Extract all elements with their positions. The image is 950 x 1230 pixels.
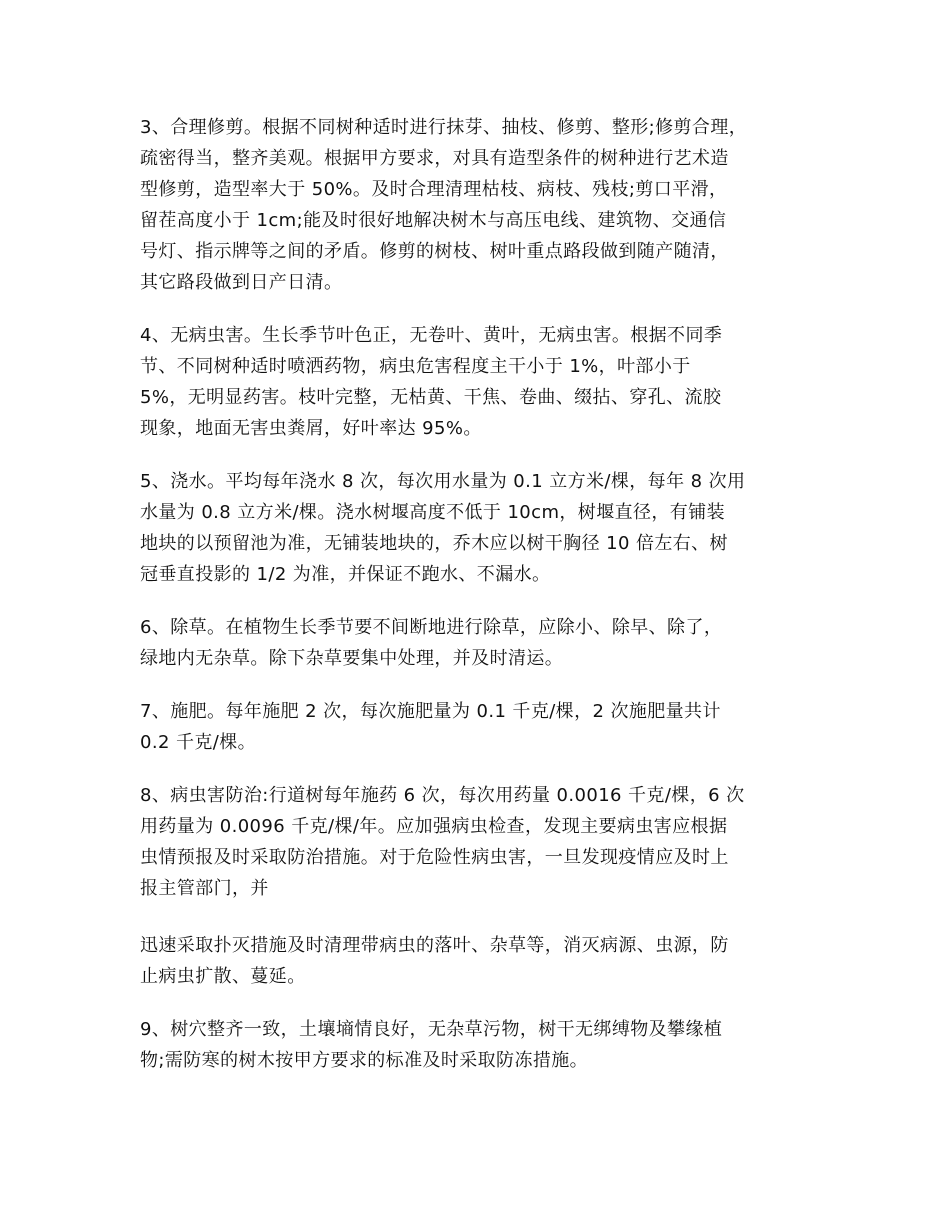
text-line: 3、合理修剪。根据不同树种适时进行抹芽、抽枝、修剪、整形;修剪合理， — [140, 117, 748, 138]
text-line: 号灯、指示牌等之间的矛盾。修剪的树枝、树叶重点路段做到随产随清， — [140, 241, 729, 262]
text-line: 疏密得当，整齐美观。根据甲方要求，对具有造型条件的树种进行艺术造 — [140, 148, 729, 169]
paragraph-watering — [140, 466, 840, 590]
text-line: 8、病虫害防治:行道树每年施药 6 次，每次用药量 0.0016 千克/棵，6 次 — [140, 785, 745, 806]
text-line: 止病虫扩散、蔓延。 — [140, 966, 306, 987]
text-line: 节、不同树种适时喷洒药物，病虫危害程度主干小于 1%，叶部小于 — [140, 356, 691, 377]
paragraph-pest-control-continued — [140, 930, 840, 992]
text-line: 其它路段做到日产日清。 — [140, 272, 343, 293]
text-line: 地块的以预留池为准，无铺装地块的，乔木应以树干胸径 10 倍左右、树 — [140, 533, 728, 554]
text-line: 9、树穴整齐一致，土壤墒情良好，无杂草污物，树干无绑缚物及攀缘植 — [140, 1019, 723, 1040]
paragraph-pest-control — [140, 780, 840, 904]
text-line: 现象，地面无害虫粪屑，好叶率达 95%。 — [140, 418, 482, 439]
paragraph-weeding — [140, 612, 840, 674]
text-line: 6、除草。在植物生长季节要不间断地进行除草，应除小、除早、除了， — [140, 617, 723, 638]
paragraph-tree-pits — [140, 1014, 840, 1076]
text-line: 型修剪，造型率大于 50%。及时合理清理枯枝、病枝、残枝;剪口平滑， — [140, 179, 728, 200]
paragraph-pruning — [140, 112, 840, 298]
text-line: 留茬高度小于 1cm;能及时很好地解决树木与高压电线、建筑物、交通信 — [140, 210, 727, 231]
text-line: 4、无病虫害。生长季节叶色正，无卷叶、黄叶，无病虫害。根据不同季 — [140, 325, 723, 346]
text-line: 迅速采取扑灭措施及时清理带病虫的落叶、杂草等，消灭病源、虫源，防 — [140, 935, 729, 956]
text-line: 绿地内无杂草。除下杂草要集中处理，并及时清运。 — [140, 648, 564, 669]
paragraph-fertilizing — [140, 696, 840, 758]
text-line: 5、浇水。平均每年浇水 8 次，每次用水量为 0.1 立方米/棵，每年 8 次用 — [140, 471, 746, 492]
text-line: 7、施肥。每年施肥 2 次，每次施肥量为 0.1 千克/棵，2 次施肥量共计 — [140, 701, 721, 722]
text-line: 报主管部门，并 — [140, 878, 269, 899]
text-line: 用药量为 0.0096 千克/棵/年。应加强病虫检查，发现主要病虫害应根据 — [140, 816, 728, 837]
text-line: 冠垂直投影的 1/2 为准，并保证不跑水、不漏水。 — [140, 564, 551, 585]
text-line: 物;需防寒的树木按甲方要求的标准及时采取防冻措施。 — [140, 1050, 589, 1071]
paragraph-pest-free — [140, 320, 840, 444]
text-line: 虫情预报及时采取防治措施。对于危险性病虫害，一旦发现疫情应及时上 — [140, 847, 729, 868]
document-page — [140, 112, 840, 1076]
text-line: 0.2 千克/棵。 — [140, 732, 257, 753]
text-line: 5%，无明显药害。枝叶完整，无枯黄、干焦、卷曲、缀拈、穿孔、流胶 — [140, 387, 722, 408]
text-line: 水量为 0.8 立方米/棵。浇水树堰高度不低于 10cm，树堰直径，有铺装 — [140, 502, 725, 523]
